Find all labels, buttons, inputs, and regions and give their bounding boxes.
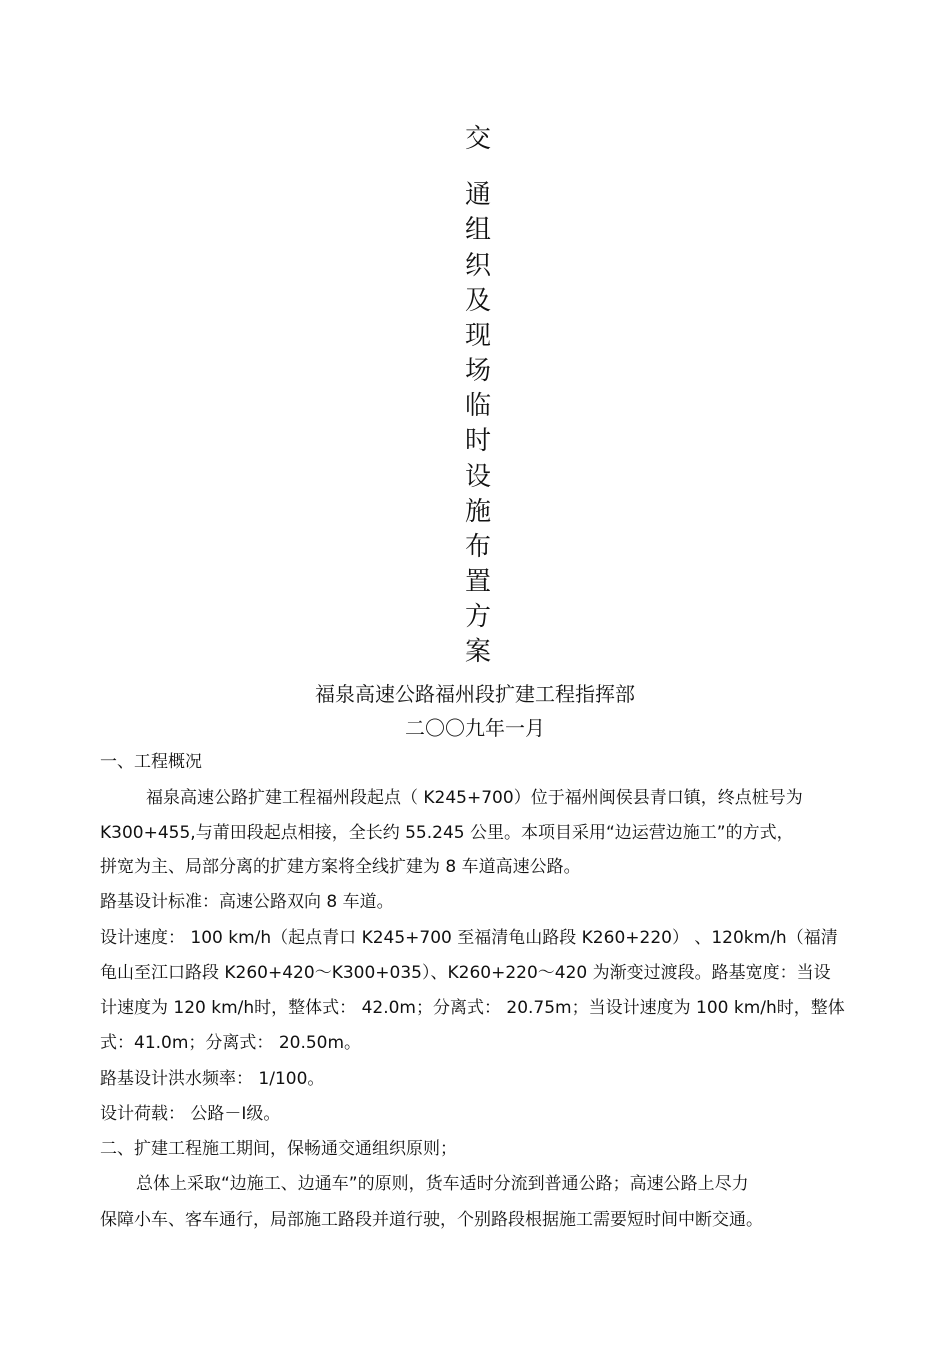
title-char: 场 <box>464 356 491 386</box>
body-line: 路基设计洪水频率： 1/100。 <box>100 1069 325 1089</box>
body-line: 式：41.0m；分离式： 20.50m。 <box>100 1033 362 1053</box>
body-line: 路基设计标准：高速公路双向 8 车道。 <box>100 892 394 912</box>
organization-name: 福泉高速公路福州段扩建工程指挥部 <box>315 682 635 706</box>
title-char: 置 <box>464 567 491 597</box>
title-char: 织 <box>464 251 491 281</box>
body-line: K300+455,与莆田段起点相接，全长约 55.245 公里。本项目采用“边运营边施工”的方式， <box>100 823 794 843</box>
title-char: 设 <box>464 462 491 492</box>
title-char: 通 <box>464 180 491 210</box>
title-char: 案 <box>464 637 491 667</box>
title-char: 施 <box>464 497 491 527</box>
title-char: 临 <box>464 391 491 421</box>
title-char: 组 <box>464 215 491 245</box>
body-line: 总体上采取“边施工、边通车”的原则，货车适时分流到普通公路；高速公路上尽力 <box>136 1174 749 1194</box>
title-char: 布 <box>464 532 491 562</box>
body-line: 计速度为 120 km/h时，整体式： 42.0m；分离式： 20.75m；当设计速度为 100 km/h时，整体 <box>100 998 845 1018</box>
title-char: 方 <box>464 602 491 632</box>
section-heading: 二、扩建工程施工期间，保畅通交通组织原则； <box>100 1139 457 1159</box>
body-line: 龟山至江口路段 K260+420～K300+035）、K260+220～420 为渐变过渡段。路基宽度：当设 <box>100 963 831 983</box>
body-line: 福泉高速公路扩建工程福州段起点（ K245+700）位于福州闽侯县青口镇，终点桩号为 <box>146 788 803 808</box>
body-line: 设计速度： 100 km/h（起点青口 K245+700 至福清龟山路段 K260+220） 、120km/h（福清 <box>100 928 838 948</box>
title-char: 及 <box>464 286 491 316</box>
body-line: 保障小车、客车通行，局部施工路段并道行驶，个别路段根据施工需要短时间中断交通。 <box>100 1210 763 1230</box>
title-char: 时 <box>464 426 491 456</box>
body-line: 拼宽为主、局部分离的扩建方案将全线扩建为 8 车道高速公路。 <box>100 857 581 877</box>
title-char: 交 <box>464 124 491 154</box>
section-heading: 一、工程概况 <box>100 752 202 772</box>
title-char: 现 <box>464 321 491 351</box>
document-date: 二〇〇九年一月 <box>405 716 545 740</box>
body-line: 设计荷载： 公路－Ⅰ级。 <box>100 1104 281 1124</box>
